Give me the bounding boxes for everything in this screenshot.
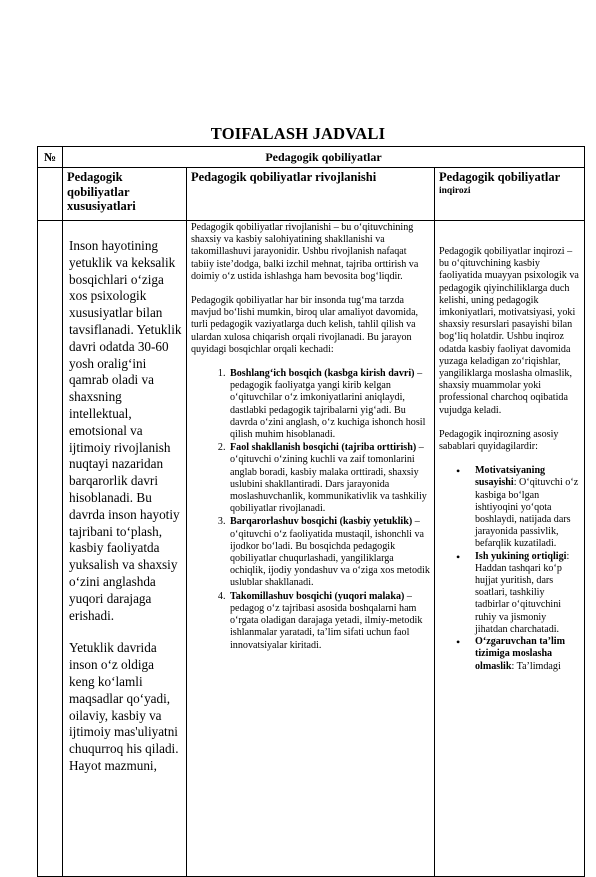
stage-text: – o‘qituvchi o‘z faoliyatida mustaqil, ishonchli va ijodkor bo‘ladi. Bu bosqichda pedagogik qobiliyatlar chuqurlashadi, yangiliklarga ochiqlik, ijodiy yondashuv va o‘ziga xos metodik uslublar shakllanadi. — [230, 516, 430, 589]
list-item — [228, 516, 430, 589]
table-row — [38, 221, 585, 877]
crisis-reasons-list — [439, 465, 580, 672]
list-item — [228, 591, 430, 652]
column-header-label: Pedagogik qobiliyatlar rivojlanishi — [191, 170, 377, 184]
list-item — [228, 368, 430, 441]
stage-title: Takomillashuv bosqichi (yuqori malaka) — [230, 590, 405, 602]
column-header-label: Pedagogik qobiliyatlar — [439, 170, 561, 184]
list-item — [228, 442, 430, 515]
reason-text: : Haddan tashqari ko‘p hujjat yuritish, dars soatlari, tashkiliy tadbirlar o‘qituvchini ruhiy va jismoniy jihatdan charchatadi. — [475, 550, 570, 635]
development-paragraph: Pedagogik qobiliyatlar har bir insonda tug‘ma tarzda mavjud bo‘lishi mumkin, biroq ular amaliyot davomida, turli pedagogik vaziyatlarga duch kelish, tahlil qilish va ulardan xulosa chiqarish orqali rivojlanadi. Bu jarayon quyidagi bosqichlar orqali kechadi: — [191, 295, 419, 355]
development-paragraph: Pedagogik qobiliyatlar rivojlanishi – bu o‘qituvchining shaxsiy va kasbiy salohiyatining shakllanishi va takomillashuvi jarayonidir. Ushbu rivojlanish nafaqat tabiiy iste’dodga, balki izchil mehnat, tajriba orttirish va doimiy o‘z ustida ishlashga ham bevosita bog‘liqdir. — [191, 222, 419, 282]
crisis-cell — [435, 221, 585, 877]
development-stages-list — [191, 368, 430, 652]
stage-text: – pedagog o‘z tajribasi asosida boshqalarni ham o‘rgata oladigan darajaga yetadi, ilmiy-metodik ishlanmalar yaratadi, ta’lim sifati uchun faol innovatsiyalar kiritadi. — [230, 590, 423, 651]
reason-text: : O‘qituvchi o‘z kasbiga bo‘lgan ishtiyoqini yo‘qota boshlaydi, natijada dars jarayonida passivlik, befarqlik kuzatiladi. — [475, 477, 579, 550]
reason-text: : Ta’limdagi — [511, 660, 561, 672]
row-number-cell — [38, 221, 63, 877]
list-item — [475, 636, 580, 673]
subheader-row — [38, 168, 585, 221]
header-row — [38, 147, 585, 168]
reason-title: Ish yukining ortiqligi — [475, 550, 567, 562]
number-subheader-cell — [38, 168, 63, 221]
list-item — [475, 465, 580, 550]
column-header-development — [187, 168, 435, 221]
reason-title: Motivatsiyaning susayishi — [475, 465, 546, 489]
column-header-note: inqirozi — [439, 185, 471, 196]
stage-title: Barqarorlashuv bosqichi (kasbiy yetuklik) — [230, 516, 413, 528]
column-header-crisis — [435, 168, 585, 221]
crisis-paragraph: Pedagogik qobiliyatlar inqirozi – bu o‘qituvchining kasbiy faoliyatida muayyan psixologik va pedagogik qiyinchiliklarga duch kelishi, uning pedagogik imkoniyatlari, motivatsiyasi, yoki shaxsiy resurslari pasayishi bilan bog‘liq holatdir. Ushbu inqiroz odatda kasbiy faoliyat davomida yuzaga keladigan zo‘riqishlar, yangiliklarga moslasha olmaslik, shaxsiy muammolar yoki professional charchoq oqibatida vujudga keladi. — [439, 246, 579, 416]
reason-title: O‘zgaruvchan ta’lim tizimiga moslasha olmaslik — [475, 636, 565, 672]
features-paragraph: Inson hayotining yetuklik va keksalik bosqichlari o‘ziga xos psixologik xususiyatlar bilan tavsiflanadi. Yetuklik davri odatda 30-60 yosh oralig‘ini qamrab oladi va shaxsning intellektual, emotsional va ijtimoiy rivojlanish nuqtayi nazaridan barqarorlik davri hisoblanadi. Bu davrda inson hayotiy tajribani to‘plash, kasbiy faoliyatda yuksalish va shaxsiy o‘zini anglashda yuqori darajaga erishadi. — [69, 238, 182, 623]
page-title: TOIFALASH JADVALI — [210, 124, 386, 143]
group-heading: Pedagogik qobiliyatlar — [63, 147, 585, 168]
column-header-label: Pedagogik qobiliyatlar xususiyatlari — [67, 170, 136, 213]
features-cell — [63, 221, 187, 877]
number-header: № — [38, 147, 63, 168]
stage-text: – pedagogik faoliyatga yangi kirib kelgan o‘qituvchilar o‘z imkoniyatlarini aniqlaydi, dastlabki pedagogik tajribalarni yig‘adi. Bu davrda o‘zini anglash, o‘z kuchiga ishonch hosil qilish muhim hisoblanadi. — [230, 368, 426, 441]
classification-table — [37, 146, 585, 877]
features-paragraph: Yetuklik davrida inson o‘z oldiga keng ko‘lamli maqsadlar qo‘yadi, oilaviy, kasbiy va ijtimoiy mas'uliyatni chuqurroq his qiladi. Hayot mazmuni, — [69, 640, 179, 773]
column-header-features — [63, 168, 187, 221]
stage-title: Faol shakllanish bosqichi (tajriba orttirish) — [230, 442, 417, 454]
crisis-paragraph: Pedagogik inqirozning asosiy sabablari quyidagilardir: — [439, 428, 559, 453]
stage-title: Boshlang‘ich bosqich (kasbga kirish davri) — [230, 368, 415, 380]
list-item — [475, 551, 580, 636]
stage-text: – o‘qituvchi o‘zining kuchli va zaif tomonlarini anglab boradi, kasbiy malaka orttiradi, shaxsiy uslubini shakllantiradi. Dars jarayonida moslashuvchanlik, kommunikativlik va tashkiliy qobiliyatlar rivojlanadi. — [230, 442, 427, 515]
development-cell — [187, 221, 435, 877]
